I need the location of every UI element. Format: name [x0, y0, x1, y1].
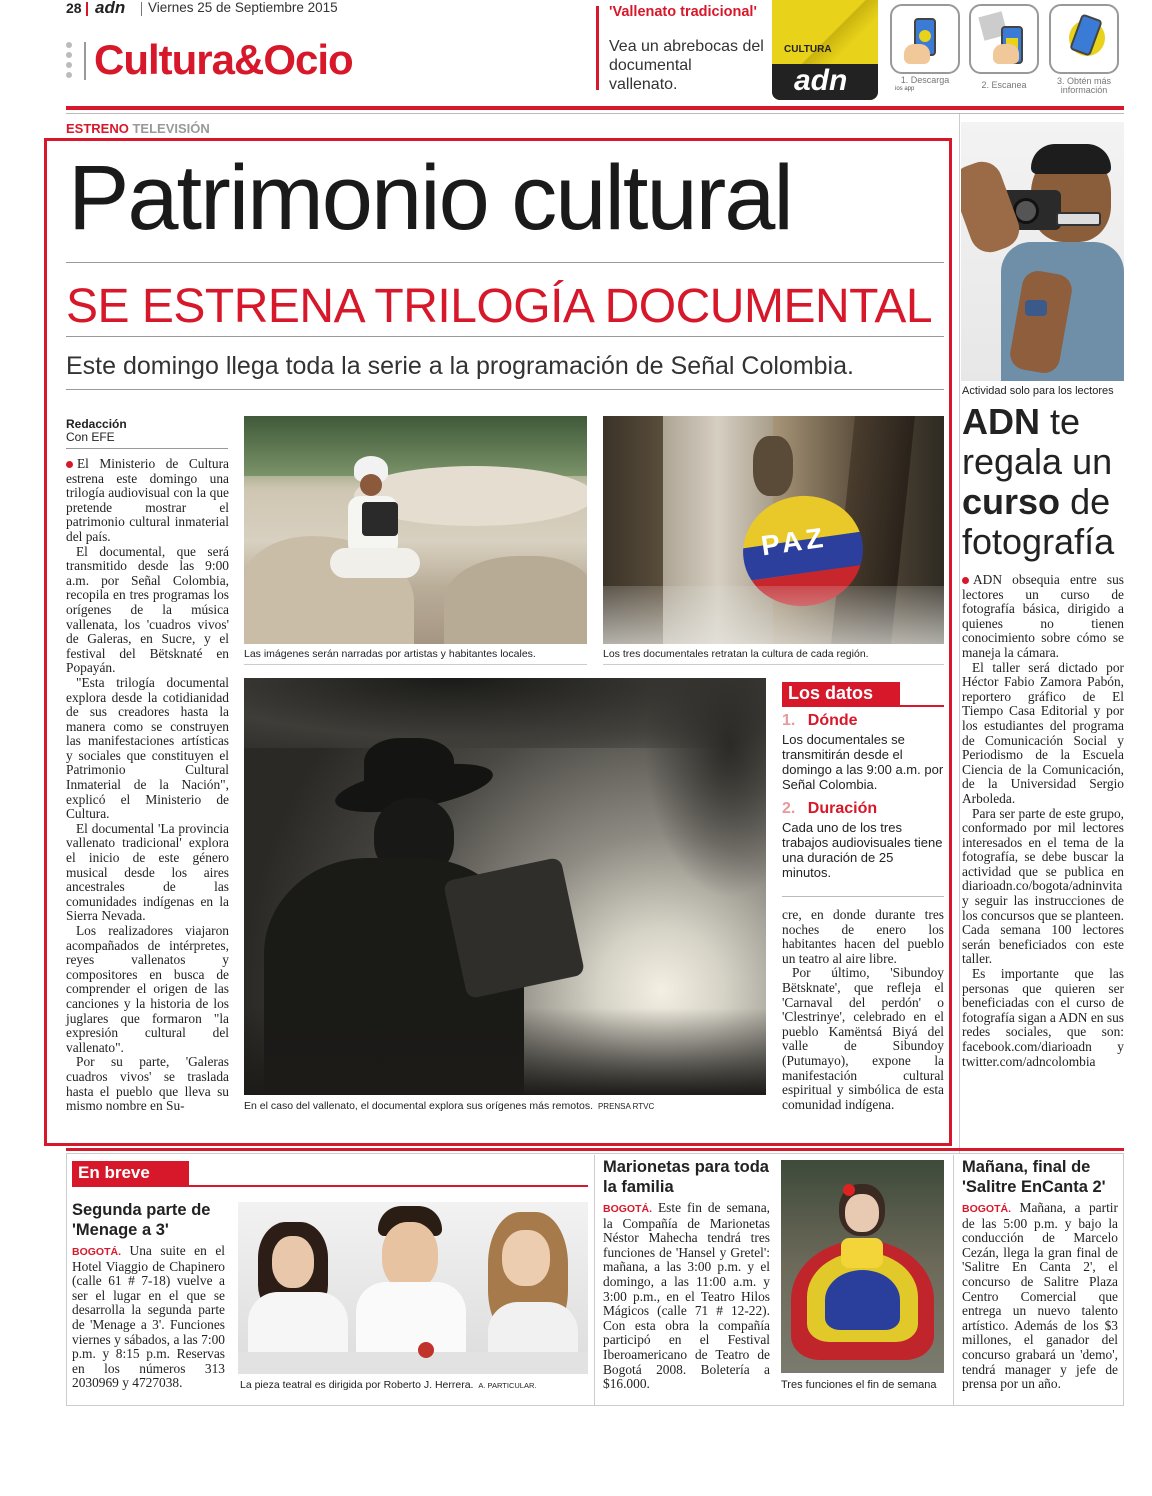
breves-label-rule — [72, 1185, 588, 1187]
header-divider-thin — [66, 113, 1124, 114]
breve1-title: Segunda parte de 'Menage a 3' — [72, 1201, 211, 1239]
title-rule — [66, 262, 944, 263]
datos-header — [782, 682, 900, 706]
col1-para-6: Por su parte, 'Galeras cuadros vivos' se traslada hasta el pueblo que lleva su mismo nombre en Su- — [66, 1054, 229, 1114]
breve2-title: Marionetas para toda la familia — [603, 1158, 769, 1196]
col3-para-1: cre, en donde durante tres noches de enero los habitantes hacen del pueblo un teatro al aire libre. — [782, 907, 944, 966]
paragraph-bullet — [66, 461, 73, 468]
header-brand: adn — [95, 0, 126, 17]
article-kicker — [66, 121, 210, 136]
col3-para-2: Por último, 'Sibundoy Bëtsknate', que refleja el 'Carnaval del perdón' o 'Clestrinye', celebrado en el pueblo Kamëntsá Biyá del valle de Sibundoy (Putumayo), expone la manifestación cultural espiritual y simbólica de esta comunidad indígena. — [782, 965, 944, 1112]
article-column-1 — [66, 457, 229, 1114]
page-number: 28 — [66, 0, 82, 16]
datos-num-2: 2. — [782, 800, 796, 817]
header-date: Viernes 25 de Septiembre 2015 — [148, 0, 338, 15]
datos-head-2: Duración — [807, 800, 878, 817]
sidebar-body — [962, 573, 1124, 1069]
promo-text: Vea un abrebocas del documental vallenato. — [609, 38, 764, 93]
datos-head-1: Dónde — [807, 712, 858, 729]
col1-para-1: El Ministerio de Cultura estrena este domingo una trilogía audiovisual con la que pretende mostrar el patrimonio cultural inmaterial del país. — [66, 456, 229, 544]
breves-label-box — [72, 1161, 189, 1185]
header-rule-small — [86, 2, 88, 16]
breve1-body — [72, 1244, 225, 1391]
photo-photographer — [961, 122, 1124, 381]
article-title: Patrimonio cultural — [68, 147, 792, 249]
caption-3-text: En el caso del vallenato, el documental explora sus orígenes más remotos. — [244, 1100, 594, 1112]
caption-photo-3 — [244, 1100, 654, 1112]
caption-menage-credit: A. PARTICULAR. — [478, 1381, 537, 1390]
article-subtitle: SE ESTRENA TRILOGÍA DOCUMENTAL — [66, 280, 933, 333]
sidebar-photo-caption: Actividad solo para los lectores — [962, 385, 1114, 397]
datos-bottom-rule — [782, 896, 944, 897]
caption-photo-2: Los tres documentales retratan la cultura de cada región. — [603, 648, 869, 660]
byline-sub: Con EFE — [66, 430, 115, 444]
store-icons: ios app — [895, 86, 915, 92]
caption-menage-text: La pieza teatral es dirigida por Roberto J. Herrera. — [240, 1379, 474, 1391]
photo-silhouette-musician — [244, 678, 766, 1095]
badge-top-text: CULTURA — [784, 44, 832, 55]
article-column-3 — [782, 908, 944, 1112]
sidebar-head-adn: ADN — [962, 401, 1040, 442]
breve3-title: Mañana, final de 'Salitre EnCanta 2' — [962, 1158, 1106, 1196]
breve3-body — [962, 1201, 1118, 1392]
sidebar-headline — [962, 402, 1127, 562]
photo-paz-flag — [603, 416, 944, 644]
caption-marionette: Tres funciones el fin de semana — [781, 1379, 937, 1391]
promo-title: 'Vallenato tradicional' — [609, 4, 757, 20]
bottom-section-divider — [66, 1148, 1124, 1151]
subtitle-rule — [66, 336, 944, 337]
deck-rule — [66, 389, 944, 390]
col1-para-3: "Esta trilogía documental explora desde la cotidianidad de sus creadores hasta la manera como se construyen las manifestaciones artísticas y sociales que constituyen el Patrimonio Cultural Inmaterial de la Nación", explicó el Ministerio de Cultura. — [66, 674, 229, 822]
datos-item-1 — [782, 712, 944, 792]
step-label-3: 3. Obtén más información — [1056, 76, 1112, 95]
sidebar-left-rule — [959, 114, 960, 1154]
datos-text-1: Los documentales se transmitirán desde el domingo a las 9:00 a.m. por Señal Colombia. — [782, 732, 944, 792]
badge-brand-text: adn — [794, 64, 848, 97]
info-step-icon — [1049, 4, 1119, 74]
byline-rule — [66, 448, 228, 449]
datos-title: Los datos — [788, 683, 874, 703]
breve3-text: Mañana, a partir de las 5:00 p.m. y bajo la conducción de Marcelo Cezán, llega la gran final de 'Salitre En Canta 2', el concurso de Salitre Plaza Centro Comercial que entrega un nuevo talento artístico. Además de los $3 millones, el ganador del concurso grabará un 'demo', tendrá manager y jefe de prensa por un año. — [962, 1200, 1118, 1392]
sidebar-head-rest: de fotografía — [962, 481, 1115, 562]
col1-para-4: El documental 'La provincia vallenato tradicional' explora el inicio de este género musical desde los aires ancestrales de las comunidades indígenas en la Sierra Nevada. — [66, 820, 229, 924]
cultura-badge — [772, 0, 878, 100]
breves-col-rule-1 — [594, 1155, 595, 1405]
photo-marionette — [781, 1160, 944, 1373]
photo-menage-cast — [238, 1202, 588, 1374]
photo-accordion-player — [244, 416, 587, 644]
breves-label: En breve — [78, 1163, 150, 1182]
sidebar-bullet — [962, 577, 969, 584]
kicker-primary: ESTRENO — [66, 121, 129, 136]
datos-header-rule — [782, 705, 944, 707]
datos-item-2 — [782, 800, 944, 880]
col1-para-5: Los realizadores viajaron acompañados de intérpretes, reyes vallenatos y compositores en busca de comprender el origen de las canciones y la historia de los juglares que formaron "la expresión cultural del vallenato". — [66, 923, 229, 1055]
section-bar — [84, 42, 86, 80]
breve2-text: Este fin de semana, la Compañía de Marionetas Néstor Mahecha tendrá tres funciones de 'Hansel y Gretel': mañana, a las 3:00 p.m. y el domingo, a las 11:00 a.m. y 3:00 p.m., en el Teatro Hilos Mágicos (calle 71 # 12-22). Con esta obra la compañía participó en el Festival Iberoamericano de Teatro de Bogotá 2008. Boletería a $16.000. — [603, 1200, 770, 1392]
caption-menage — [240, 1379, 536, 1391]
sidebar-para-1: ADN obsequia entre sus lectores un curso de fotografía básica, dirigido a quienes no tienen conocimiento sobre cómo se maneja la cámara. — [962, 572, 1124, 660]
sidebar-para-2: El taller será dictado por Héctor Fabio Zamora Pabón, reportero gráfico de El Tiempo Casa Editorial y por los estudiantes del programa de Comunicación Social y Periodismo de la Escuela Ciencia de la Comunicación, de la Universidad Sergio Arboleda. — [962, 659, 1124, 806]
sidebar-head-te: te regala un — [962, 401, 1113, 482]
header-date-separator — [141, 2, 142, 16]
step-label-2: 2. Escanea — [981, 80, 1027, 90]
header-divider — [66, 106, 1124, 110]
breve2-city: BOGOTÁ. — [603, 1203, 652, 1215]
breve2-body — [603, 1201, 770, 1392]
col1-para-2: El documental, que será transmitido desde las 9:00 a.m. por Señal Colombia, recopila en tres programas los orígenes de la música vallenata, los 'cuadros vivos' de Galeras, en Sucre, y el festival del Bëtsknaté en Popayán. — [66, 543, 229, 676]
caption-photo-1: Las imágenes serán narradas por artistas y habitantes locales. — [244, 648, 536, 660]
datos-num-1: 1. — [782, 712, 796, 729]
datos-text-2: Cada uno de los tres trabajos audiovisuales tiene una duración de 25 minutos. — [782, 820, 943, 880]
section-dots — [66, 42, 72, 78]
sidebar-para-3: Para ser parte de este grupo, conformado por mil lectores interesados en el tema de la fotografía, se debe buscar la actividad que se publica en diarioadn.co/bogota/adninvita y seguir las instrucciones de los concursos que se planteen. Cada semana 100 lectores serán beneficiados con este taller. — [962, 805, 1124, 967]
paz-text: PAZ — [759, 521, 829, 562]
breve1-city: BOGOTÁ. — [72, 1246, 121, 1258]
caption-3-credit: PRENSA RTVC — [597, 1102, 655, 1111]
kicker-secondary: TELEVISIÓN — [132, 121, 210, 136]
promo-red-bar — [596, 6, 599, 90]
breves-col-rule-2 — [953, 1155, 954, 1405]
download-step-icon — [890, 4, 960, 74]
sidebar-head-curso: curso — [962, 481, 1061, 522]
caption-2-rule — [603, 664, 944, 665]
caption-1-rule — [244, 664, 587, 665]
step-label-1: 1. Descarga — [900, 75, 950, 85]
section-title: Cultura&Ocio — [94, 36, 353, 83]
article-deck: Este domingo llega toda la serie a la programación de Señal Colombia. — [66, 352, 854, 380]
breve1-text: Una suite en el Hotel Viaggio de Chapinero (calle 61 # 7-18) vuelve a ser el lugar en el que se desarrolla la segunda parte de 'Menage a 3'. Funciones viernes y sábados, a las 7:00 p.m. y 8:15 p.m. Reservas en los números 313 2030969 y 4727038. — [72, 1243, 225, 1391]
scan-step-icon — [969, 4, 1039, 74]
sidebar-para-4: Es importante que las personas que quieren ser beneficiadas con el curso de fotografía sigan a ADN en sus redes sociales, que son: facebook.com/diarioadn y twitter.com/adncolombia — [962, 966, 1124, 1069]
byline: Redacción — [66, 417, 127, 431]
breve3-city: BOGOTÁ. — [962, 1203, 1011, 1215]
